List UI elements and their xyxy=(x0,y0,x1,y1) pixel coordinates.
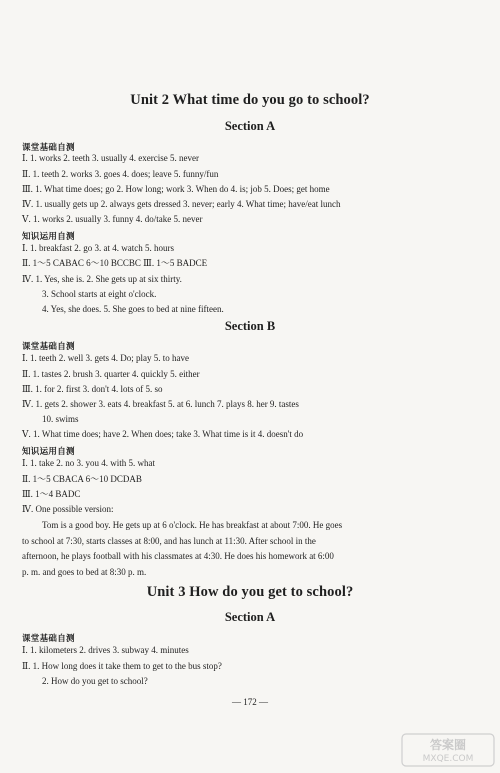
essay-line: afternoon, he plays football with his classmates at 4:30. He does his homework at 6:00 xyxy=(22,551,334,561)
answer-line: Ⅴ. 1. works 2. usually 3. funny 4. do/take 5. never xyxy=(22,214,203,224)
answer-line: Ⅳ. 1. gets 2. shower 3. eats 4. breakfast 5. at 6. lunch 7. plays 8. her 9. tastes xyxy=(22,399,299,409)
essay-line: p. m. and goes to bed at 8:30 p. m. xyxy=(22,567,147,577)
answer-line: Ⅳ. 1. Yes, she is. 2. She gets up at six thirty. xyxy=(22,274,182,284)
answer-line: Ⅰ. 1. teeth 2. well 3. gets 4. Do; play 5. to have xyxy=(22,353,190,363)
answer-line: 2. How do you get to school? xyxy=(42,676,148,686)
answer-line: Ⅲ. 1. for 2. first 3. don't 4. lots of 5. so xyxy=(22,384,163,394)
answer-line: Ⅳ. One possible version: xyxy=(22,504,114,514)
answer-line: Ⅰ. 1. kilometers 2. drives 3. subway 4. minutes xyxy=(22,645,189,655)
watermark-logo xyxy=(400,732,496,768)
svg-text:MXQE.COM: MXQE.COM xyxy=(422,754,474,764)
answer-line: Ⅱ. 1～5 CABAC 6～10 BCCBC Ⅲ. 1～5 BADCE xyxy=(22,258,208,268)
answer-line: Ⅱ. 1. tastes 2. brush 3. quarter 4. quickly 5. either xyxy=(22,369,200,379)
unit2-title: Unit 2 What time do you go to school? xyxy=(130,92,370,108)
subheading-ketang: 课堂基础自测 xyxy=(22,634,75,644)
answer-line: Ⅰ. 1. take 2. no 3. you 4. with 5. what xyxy=(22,458,156,468)
answer-line: Ⅳ. 1. usually gets up 2. always gets dressed 3. never; early 4. What time; have/eat lunch xyxy=(22,199,341,209)
answer-line: Ⅲ. 1～4 BADC xyxy=(22,489,81,499)
essay-line: Tom is a good boy. He gets up at 6 o'clock. He has breakfast at about 7:00. He goes xyxy=(42,520,343,530)
answer-line: Ⅱ. 1. teeth 2. works 3. goes 4. does; leave 5. funny/fun xyxy=(22,169,219,179)
unit3-section-a-title: Section A xyxy=(224,610,276,624)
subheading-zhishi: 知识运用自测 xyxy=(22,447,75,457)
page-number: — 172 — xyxy=(232,697,268,707)
answer-line: 4. Yes, she does. 5. She goes to bed at nine fifteen. xyxy=(42,304,224,314)
answer-line: Ⅰ. 1. works 2. teeth 3. usually 4. exercise 5. never xyxy=(22,153,200,163)
answer-line: Ⅱ. 1. How long does it take them to get to the bus stop? xyxy=(22,661,222,671)
subheading-zhishi: 知识运用自测 xyxy=(22,232,75,242)
unit2-section-b-title: Section B xyxy=(224,319,276,333)
answer-line: 10. swims xyxy=(42,414,79,424)
answer-line: Ⅰ. 1. breakfast 2. go 3. at 4. watch 5. hours xyxy=(22,243,175,253)
answer-line: Ⅲ. 1. What time does; go 2. How long; work 3. When do 4. is; job 5. Does; get home xyxy=(22,184,330,194)
unit2-section-a-title: Section A xyxy=(224,119,276,133)
subheading-ketang: 课堂基础自测 xyxy=(22,342,75,352)
answer-line: 3. School starts at eight o'clock. xyxy=(42,289,157,299)
answer-line: Ⅴ. 1. What time does; have 2. When does; take 3. What time is it 4. doesn't do xyxy=(22,429,304,439)
svg-text:答案圈: 答案圈 xyxy=(429,738,467,752)
unit3-title: Unit 3 How do you get to school? xyxy=(146,584,354,600)
answer-line: Ⅱ. 1～5 CBACA 6～10 DCDAB xyxy=(22,474,142,484)
subheading-ketang: 课堂基础自测 xyxy=(22,143,75,153)
essay-line: to school at 7:30, starts classes at 8:00, and has lunch at 11:30. After school in the xyxy=(22,536,316,546)
